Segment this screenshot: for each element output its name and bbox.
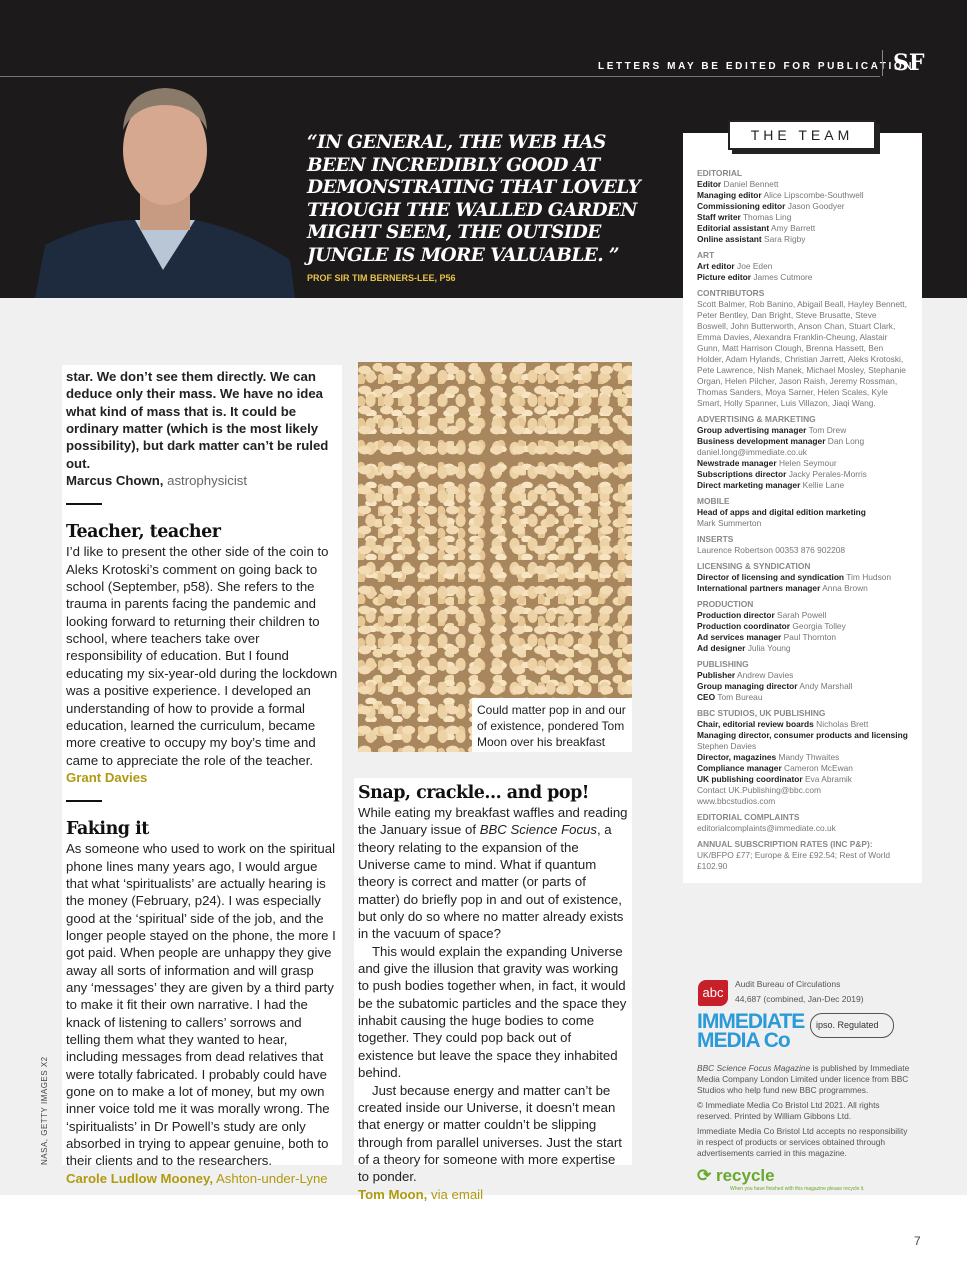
- copyright: © Immediate Media Co Bristol Ltd 2021. All rights reserved. Printed by William Gibbons Ltd.: [697, 1100, 880, 1121]
- team-row: [697, 179, 910, 190]
- letter-heading: Snap, crackle... and pop!: [358, 783, 589, 803]
- team-row: [697, 632, 910, 643]
- team-role: Editorial assistant: [697, 223, 770, 233]
- recycle-logo: ⟳ recycle: [697, 1166, 775, 1185]
- team-name: Mandy Thwaites: [778, 752, 840, 762]
- team-role: Group managing director: [697, 681, 798, 691]
- team-name: Julia Young: [747, 643, 791, 653]
- team-name: Scott Balmer, Rob Banino, Abigail Beall, Hayley Bennett, Peter Bentley, Dan Bright, Steve Brusatte, Steve Boswell, John Butterworth, Anson Chan, Stuart Clark, Emma Davies, Alexandra Franklin-Cheung, Alastair Gunn, Matt Harrison Clough, Brenna Hassett, Ben Holder, Adam Hylands, Christian Jarrett, Aleks Krotoski, Pete Lawrence, Nish Manek, Michael Mosley, Stephanie Organ, Helen Pilcher, Jason Raish, Jeremy Rossman, Thomas Sanders, Moya Sarner, Helen Scales, Kyle Smart, Holly Spanner, Luis Villazon, Jiaqi Wang.: [697, 299, 907, 408]
- team-role: Subscriptions director: [697, 469, 787, 479]
- team-role: Ad services manager: [697, 632, 782, 642]
- team-role: CEO: [697, 692, 716, 702]
- team-name: Andrew Davies: [737, 670, 794, 680]
- letter-heading: Faking it: [66, 819, 149, 840]
- team-section-heading: LICENSING & SYNDICATION: [697, 561, 811, 571]
- team-section-heading: ART: [697, 250, 715, 260]
- team-role: Staff writer: [697, 212, 741, 222]
- letter-author: Tom Moon,: [358, 1186, 428, 1202]
- team-row: [697, 763, 910, 774]
- letters-column-middle: [354, 778, 632, 1202]
- letter-heading: Teacher, teacher: [66, 522, 221, 543]
- team-section-heading: ADVERTISING & MARKETING: [697, 414, 816, 424]
- divider: [66, 503, 102, 505]
- team-row: [697, 272, 910, 283]
- team-name: Sara Rigby: [764, 234, 806, 244]
- immediate-media-logo: [697, 1010, 805, 1052]
- team-role: Newstrade manager: [697, 458, 777, 468]
- team-row: [697, 545, 910, 556]
- logo-text: IMMEDIATE MEDIA Co: [697, 1010, 805, 1052]
- team-row: [697, 572, 910, 583]
- team-name: Dan Long: [827, 436, 865, 446]
- team-name: Georgia Tolley: [792, 621, 846, 631]
- team-row: [697, 223, 910, 234]
- team-section-heading: PUBLISHING: [697, 659, 749, 669]
- abc-line: Audit Bureau of Circulations: [735, 979, 841, 989]
- letter-author: Marcus Chown,: [66, 473, 164, 489]
- team-row: [697, 458, 910, 469]
- letter-text: I’d like to present the other side of the coin to Aleks Krotoski’s comment on going back to school (September, p58). She refers to the trauma in parents facing the pandemic and looking forward to returning their children to school, where teachers take over responsibility of education. But I found educating my six-year-old during the lockdown was a positive experience. I developed an understanding of how to provide a formal education, learned the curriculum, became more creative to occupy my boy’s time and came to appreciate the role of the teacher.: [66, 544, 338, 768]
- team-role: UK publishing coordinator: [697, 774, 803, 784]
- team-row: [697, 610, 910, 621]
- team-row: [697, 692, 910, 703]
- ipso-badge: ipso. Regulated: [810, 1013, 894, 1038]
- team-role: Production coordinator: [697, 621, 791, 631]
- quote-attribution: PROF SIR TIM BERNERS-LEE, P56: [307, 273, 456, 283]
- team-name: James Cutmore: [753, 272, 813, 282]
- team-name: Helen Seymour: [778, 458, 837, 468]
- team-name: Anna Brown: [822, 583, 868, 593]
- team-role: Ad designer: [697, 643, 746, 653]
- abc-logo: abc: [698, 980, 728, 1006]
- team-role: Managing director, consumer products and licensing: [697, 730, 908, 740]
- team-row: [697, 469, 910, 480]
- team-name: Contact UK.Publishing@bbc.com: [697, 785, 821, 795]
- letter-text: star. We don’t see them directly. We can deduce only their mass. We have no idea what kind of mass that is. It could be ordinary matter (which is the most likely possibility), but dark matter can’t be ruled out.: [66, 369, 329, 471]
- team-section-heading: EDITORIAL: [697, 168, 742, 178]
- team-section-heading: MOBILE: [697, 496, 730, 506]
- disclaimer: Immediate Media Co Bristol Ltd accepts no responsibility in respect of products or services obtained through advertisements carried in this magazine.: [697, 1126, 908, 1158]
- team-name: Tom Drew: [808, 425, 847, 435]
- team-title: THE TEAM: [728, 120, 876, 150]
- team-name: Amy Barrett: [771, 223, 816, 233]
- publisher-info: [697, 1063, 912, 1163]
- team-row: [697, 425, 910, 436]
- team-name: Andy Marshall: [799, 681, 853, 691]
- team-box: [683, 133, 922, 883]
- team-name: editorialcomplaints@immediate.co.uk: [697, 823, 836, 833]
- recycle-text: recycle: [715, 1166, 775, 1185]
- pull-quote: “IN GENERAL, THE WEB HAS BEEN INCREDIBLY GOOD AT DEMONSTRATING THAT LOVELY THOUGH THE WALLED GARDEN MIGHT SEEM, THE OUTSIDE JUNGLE IS MORE VALUABLE. ”: [307, 132, 641, 266]
- team-name: Mark Summerton: [697, 518, 762, 528]
- team-role: Director, magazines: [697, 752, 777, 762]
- team-role: Business development manager: [697, 436, 826, 446]
- team-role: Picture editor: [697, 272, 751, 282]
- text-run: is published by Immediate Media Company London Limited under licence from BBC Studios who help fund new BBC programmes.: [697, 1063, 910, 1095]
- photo-caption: Could matter pop in and our of existence, pondered Tom Moon over his breakfast: [472, 698, 632, 752]
- team-role: Compliance manager: [697, 763, 782, 773]
- page-number: 7: [914, 1234, 921, 1248]
- recycle-subtext: When you have finished with this magazine please recycle it.: [730, 1186, 865, 1192]
- magazine-title: BBC Science Focus Magazine: [697, 1063, 811, 1073]
- text-run: While eating my breakfast waffles and reading the January issue of: [358, 805, 628, 838]
- team-name: Sarah Powell: [777, 610, 827, 620]
- team-row: [697, 796, 910, 807]
- team-name: www.bbcstudios.com: [697, 796, 776, 806]
- team-name: Tim Hudson: [846, 572, 892, 582]
- letter-text: Just because energy and matter can’t be created inside our Universe, it doesn’t mean that energy or matter couldn’t be slipping through from parallel universes. Just the start of a theory for someone with more expertise to ponder.: [358, 1082, 622, 1185]
- team-section-heading: CONTRIBUTORS: [697, 288, 765, 298]
- team-row: [697, 752, 910, 763]
- team-row: [697, 583, 910, 594]
- team-section-heading: BBC STUDIOS, UK PUBLISHING: [697, 708, 826, 718]
- team-name: Daniel Bennett: [723, 179, 779, 189]
- abc-line: 44,687 (combined, Jan-Dec 2019): [735, 994, 864, 1004]
- team-row: [697, 643, 910, 654]
- team-row: [697, 518, 910, 529]
- team-role: Publisher: [697, 670, 736, 680]
- team-name: Paul Thornton: [783, 632, 837, 642]
- team-role: Art editor: [697, 261, 735, 271]
- letter-author: Carole Ludlow Mooney,: [66, 1170, 214, 1186]
- team-role: Group advertising manager: [697, 425, 807, 435]
- team-section-heading: INSERTS: [697, 534, 734, 544]
- team-row: [697, 436, 910, 447]
- abc-info: [735, 977, 864, 1007]
- team-row: [697, 234, 910, 245]
- team-row: [697, 261, 910, 272]
- team-name: Thomas Ling: [742, 212, 792, 222]
- letter-author: Grant Davies: [66, 769, 148, 785]
- divider: [66, 800, 102, 802]
- text-run: , a theory relating to the expansion of the Universe came to mind. What if quantum theory is correct and matter (or parts of matter) do briefly pop in and out of existence, but only do so where no matter already exists in the vacuum of space?: [358, 822, 624, 942]
- team-name: UK/BFPO £77; Europe & Eire £92.54; Rest of World £102.90: [697, 850, 891, 871]
- team-name: Kellie Lane: [802, 480, 845, 490]
- team-name: Stephen Davies: [697, 741, 757, 751]
- team-role: Managing editor: [697, 190, 762, 200]
- puffed-rice-photo: [358, 362, 632, 752]
- team-name: Laurence Robertson 00353 876 902208: [697, 545, 846, 555]
- team-name: Cameron McEwan: [784, 763, 853, 773]
- team-role: Chair, editorial review boards: [697, 719, 814, 729]
- letters-banner: LETTERS MAY BE EDITED FOR PUBLICATION: [598, 61, 915, 72]
- team-row: [697, 621, 910, 632]
- letter-author-detail: astrophysicist: [163, 473, 248, 489]
- team-name: Jason Goodyer: [787, 201, 845, 211]
- team-role: Head of apps and digital edition marketing: [697, 507, 866, 517]
- team-name: Eva Abramik: [804, 774, 852, 784]
- letter-text: As someone who used to work on the spiritual phone lines many years ago, I would argue that what ‘spiritualists’ are actually hearing is the money (February, p24). I was especially good at the ‘spiritual’ side of the job, and the longer people stayed on the phone, the more I got paid. When people are unhappy they give away all sorts of information and will grasp any ‘messages’ they are given by a third party to make it fit their own narrative. I had the knack of listening to callers’ sorrows and telling them what they wanted to hear, including messages from dead relatives that were totally fabricated. I probably could have gone on to make a lot of money, but my own inner voice told me it was morally wrong. The ‘spiritualists’ in Dr Powell’s study are only absorbed in trying to appear genuine, both to their clients and to the researchers.: [66, 841, 336, 1169]
- photo-credit: NASA, GETTY IMAGES X2: [40, 1056, 49, 1165]
- team-row: [697, 447, 910, 458]
- team-role: Direct marketing manager: [697, 480, 801, 490]
- portrait-photo: [35, 70, 295, 298]
- team-name: Joe Eden: [737, 261, 773, 271]
- team-role: Editor: [697, 179, 722, 189]
- team-row: [697, 719, 910, 730]
- team-role: Commissioning editor: [697, 201, 786, 211]
- team-role: Online assistant: [697, 234, 762, 244]
- team-row: [697, 201, 910, 212]
- team-row: [697, 823, 910, 834]
- team-name: daniel.long@immediate.co.uk: [697, 447, 807, 457]
- letter-author-detail: Ashton-under-Lyne: [213, 1170, 328, 1186]
- letter-author-detail: via email: [427, 1186, 484, 1202]
- team-name: Nicholas Brett: [816, 719, 869, 729]
- team-role: International partners manager: [697, 583, 821, 593]
- team-row: [697, 299, 910, 409]
- team-section-heading: PRODUCTION: [697, 599, 754, 609]
- team-row: [697, 850, 910, 872]
- team-role: Director of licensing and syndication: [697, 572, 845, 582]
- team-row: [697, 670, 910, 681]
- team-row: [697, 507, 910, 518]
- team-row: [697, 681, 910, 692]
- team-row: [697, 785, 910, 796]
- team-name: Jacky Perales-Morris: [788, 469, 867, 479]
- team-name: Tom Bureau: [717, 692, 763, 702]
- team-row: [697, 774, 910, 785]
- team-row: [697, 730, 910, 741]
- letter-text: This would explain the expanding Universe and give the illusion that gravity was working to push bodies together when, in fact, it would be the subatomic particles and the space they inhabit causing the huge bodies to come together. They could pop back out of existence but leave the space they inhabited behind.: [358, 943, 627, 1081]
- magazine-title: BBC Science Focus: [479, 822, 597, 838]
- team-role: Production director: [697, 610, 775, 620]
- team-row: [697, 480, 910, 491]
- letter-text: [358, 804, 628, 943]
- team-section-heading: ANNUAL SUBSCRIPTION RATES (INC P&P):: [697, 839, 873, 849]
- team-row: [697, 212, 910, 223]
- team-row: [697, 741, 910, 752]
- team-section-heading: EDITORIAL COMPLAINTS: [697, 812, 800, 822]
- letters-column-left: [62, 365, 342, 1186]
- team-name: Alice Lipscombe-Southwell: [763, 190, 864, 200]
- sf-logo: SF: [882, 50, 924, 76]
- team-row: [697, 190, 910, 201]
